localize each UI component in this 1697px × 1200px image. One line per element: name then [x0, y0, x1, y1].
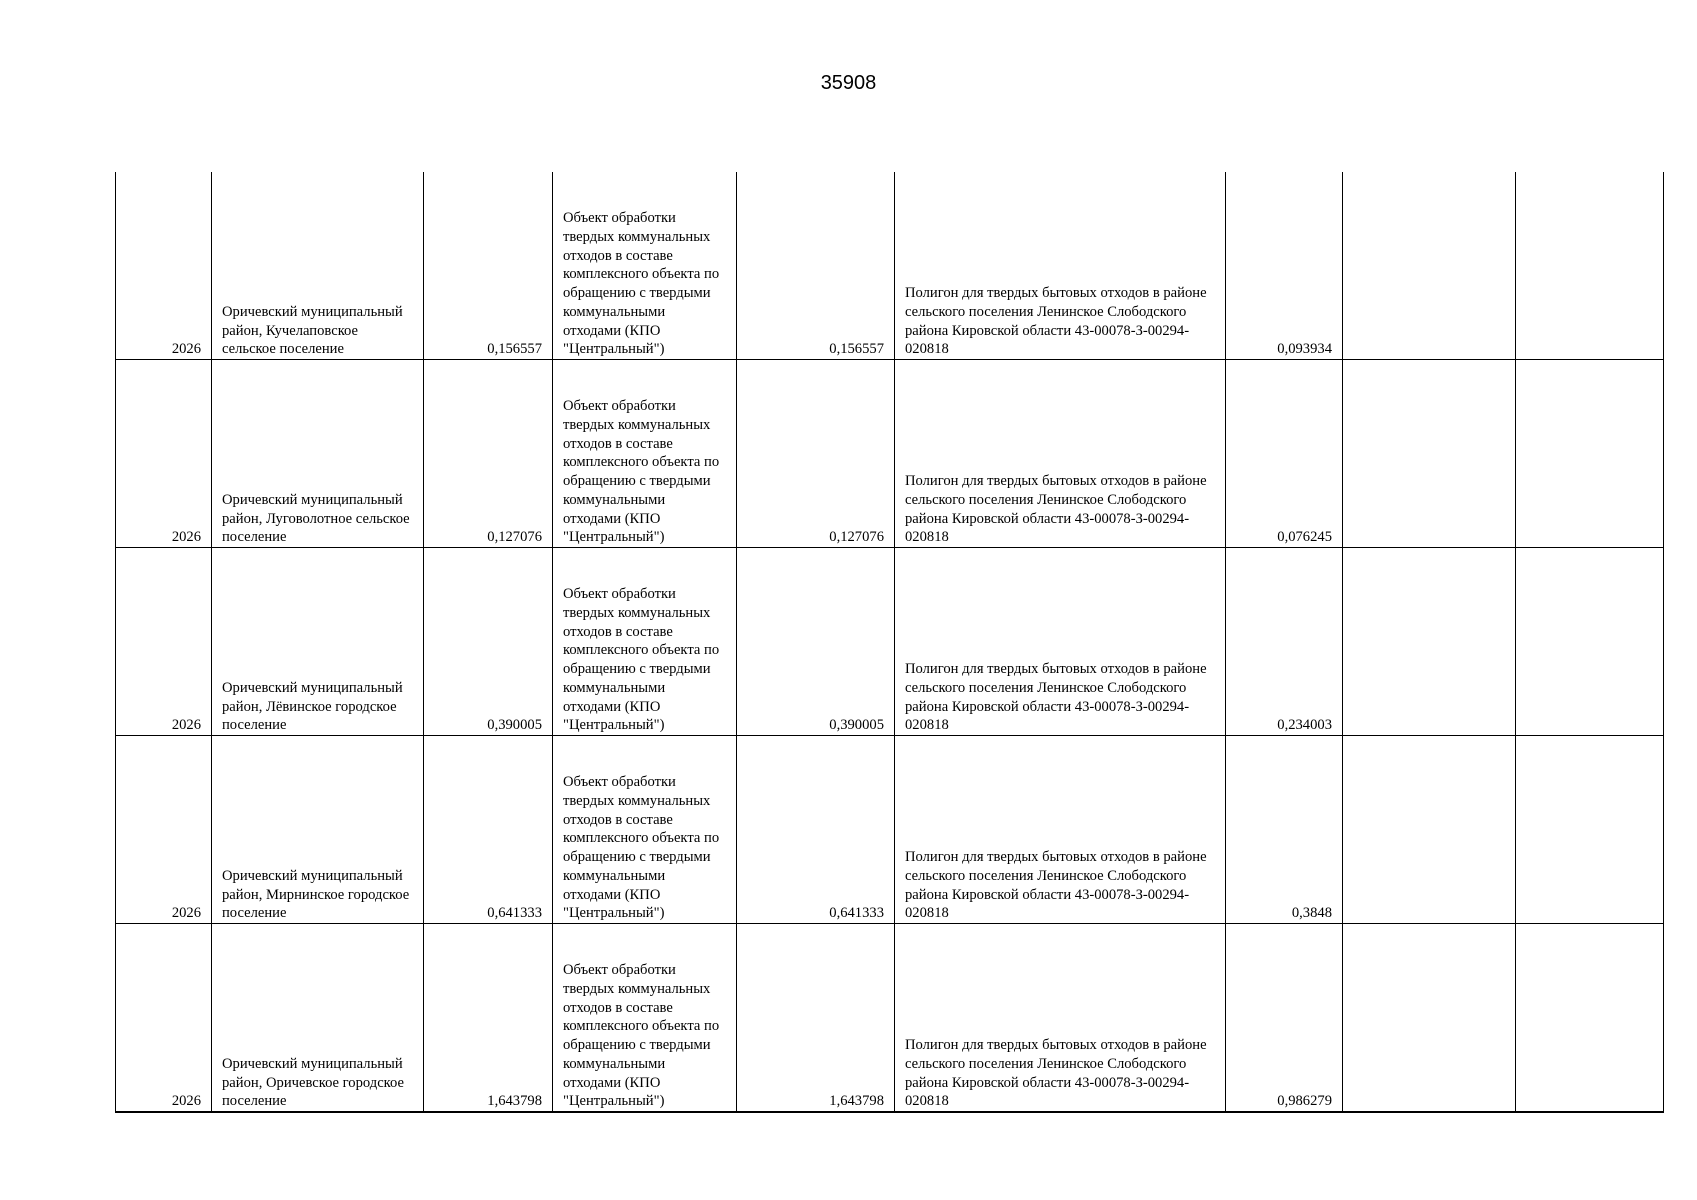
- empty-cell: [1516, 548, 1664, 736]
- page-number: 35908: [820, 72, 877, 94]
- empty-cell: [1516, 360, 1664, 548]
- disposal-object-cell: Полигон для твердых бытовых отходов в районе сельского поселения Ленинское Слободского района Кировской области 43-00078-З-00294-020818: [895, 924, 1226, 1113]
- territory-cell: Оричевский муниципальный район, Мирнинское городское поселение: [212, 736, 424, 924]
- table-row: [116, 360, 1664, 548]
- disposal-object-cell: Полигон для твердых бытовых отходов в районе сельского поселения Ленинское Слободского района Кировской области 43-00078-З-00294-020818: [895, 736, 1226, 924]
- year-cell: 2026: [116, 548, 212, 736]
- year-cell: 2026: [116, 360, 212, 548]
- table-row: [116, 548, 1664, 736]
- territory-cell: Оричевский муниципальный район, Кучелаповское сельское поселение: [212, 172, 424, 360]
- territory-cell: Оричевский муниципальный район, Оричевское городское поселение: [212, 924, 424, 1113]
- mass-generated-cell: 1,643798: [424, 924, 553, 1113]
- mass-to-processing-cell: 1,643798: [737, 924, 895, 1113]
- year-cell: 2026: [116, 736, 212, 924]
- disposal-object-cell: Полигон для твердых бытовых отходов в районе сельского поселения Ленинское Слободского района Кировской области 43-00078-З-00294-020818: [895, 172, 1226, 360]
- table-row: [116, 924, 1664, 1113]
- mass-generated-cell: 0,390005: [424, 548, 553, 736]
- table-row: [116, 172, 1664, 360]
- mass-to-disposal-cell: 0,076245: [1226, 360, 1343, 548]
- mass-generated-cell: 0,641333: [424, 736, 553, 924]
- empty-cell: [1516, 924, 1664, 1113]
- processing-object-cell: Объект обработки твердых коммунальных отходов в составе комплексного объекта по обращению с твердыми коммунальными отходами (КПО "Центральный"): [553, 172, 737, 360]
- mass-to-disposal-cell: 0,3848: [1226, 736, 1343, 924]
- empty-cell: [1516, 736, 1664, 924]
- empty-cell: [1343, 924, 1516, 1113]
- empty-cell: [1343, 172, 1516, 360]
- empty-cell: [1343, 736, 1516, 924]
- mass-generated-cell: 0,127076: [424, 360, 553, 548]
- territory-cell: Оричевский муниципальный район, Луговолотное сельское поселение: [212, 360, 424, 548]
- empty-cell: [1343, 360, 1516, 548]
- year-cell: 2026: [116, 924, 212, 1113]
- waste-flow-table: [115, 172, 1664, 1113]
- processing-object-cell: Объект обработки твердых коммунальных отходов в составе комплексного объекта по обращению с твердыми коммунальными отходами (КПО "Центральный"): [553, 548, 737, 736]
- processing-object-cell: Объект обработки твердых коммунальных отходов в составе комплексного объекта по обращению с твердыми коммунальными отходами (КПО "Центральный"): [553, 924, 737, 1113]
- disposal-object-cell: Полигон для твердых бытовых отходов в районе сельского поселения Ленинское Слободского района Кировской области 43-00078-З-00294-020818: [895, 360, 1226, 548]
- mass-to-disposal-cell: 0,234003: [1226, 548, 1343, 736]
- mass-to-processing-cell: 0,641333: [737, 736, 895, 924]
- processing-object-cell: Объект обработки твердых коммунальных отходов в составе комплексного объекта по обращению с твердыми коммунальными отходами (КПО "Центральный"): [553, 736, 737, 924]
- mass-to-disposal-cell: 0,093934: [1226, 172, 1343, 360]
- mass-to-processing-cell: 0,127076: [737, 360, 895, 548]
- processing-object-cell: Объект обработки твердых коммунальных отходов в составе комплексного объекта по обращению с твердыми коммунальными отходами (КПО "Центральный"): [553, 360, 737, 548]
- empty-cell: [1343, 548, 1516, 736]
- territory-cell: Оричевский муниципальный район, Лёвинское городское поселение: [212, 548, 424, 736]
- mass-to-processing-cell: 0,390005: [737, 548, 895, 736]
- mass-to-disposal-cell: 0,986279: [1226, 924, 1343, 1113]
- empty-cell: [1516, 172, 1664, 360]
- mass-generated-cell: 0,156557: [424, 172, 553, 360]
- mass-to-processing-cell: 0,156557: [737, 172, 895, 360]
- disposal-object-cell: Полигон для твердых бытовых отходов в районе сельского поселения Ленинское Слободского района Кировской области 43-00078-З-00294-020818: [895, 548, 1226, 736]
- year-cell: 2026: [116, 172, 212, 360]
- table-row: [116, 736, 1664, 924]
